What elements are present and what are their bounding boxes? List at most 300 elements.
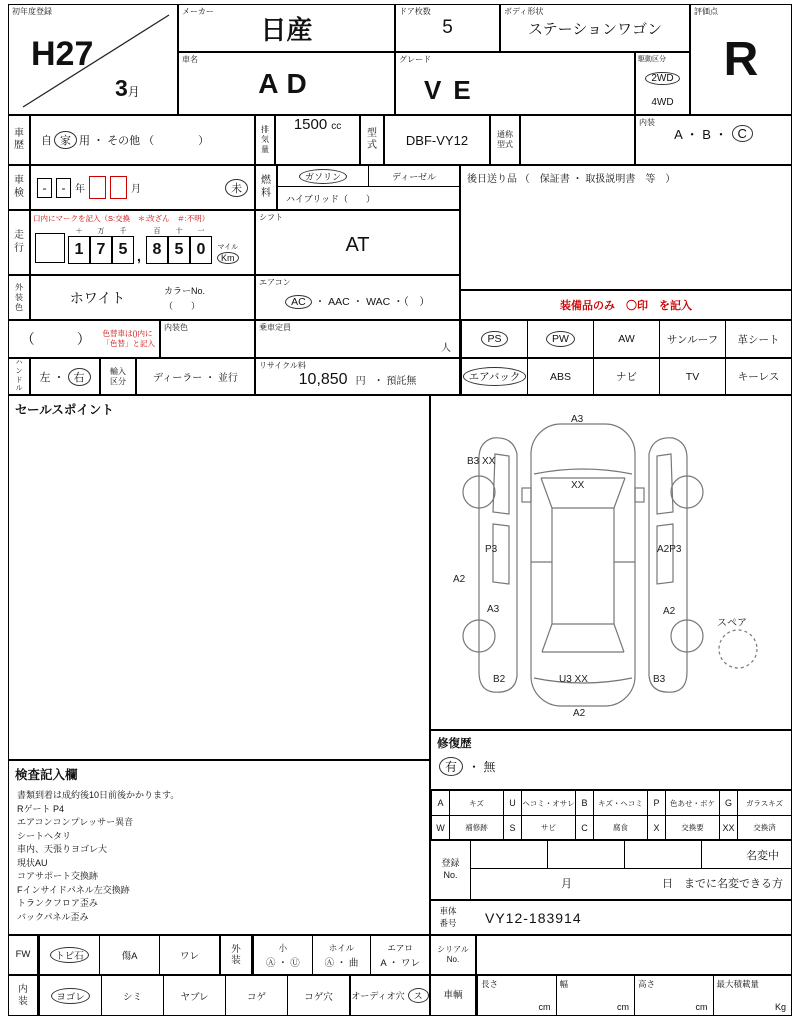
color-change-note [103,329,156,349]
condition-option-cell [287,976,349,1015]
drive-type-cell [635,52,690,115]
equipment-option: PS [481,331,507,347]
doors-label: ドア枚数 [399,7,431,16]
damage-legend-table [430,790,792,840]
interior-grade-options [636,116,791,143]
registration-no-top-row [471,841,791,869]
dimension-unit: cm [695,1002,708,1012]
drive-option-4wd: 4WD [651,96,674,108]
inspection-note: バックパネル歪み [17,911,89,922]
vehicle-dimensions-row [476,975,792,1016]
aircon-label: エアコン [259,278,291,287]
legend-pair [503,816,575,839]
import-label-cell [100,358,136,395]
inspection-notes-title: 検査記入欄 [15,768,78,782]
equipment-cell [527,359,593,394]
fuel-gasoline-option [278,166,369,186]
dimension-label: 長さ [481,979,499,989]
odometer-place-label: 一 [197,228,205,235]
drive-2wd-mark: 2WD [645,72,679,85]
common-model-value-cell [520,115,635,165]
damage-code: U3 XX [559,674,588,685]
handle-circled-option: 右 [68,368,91,386]
color-no-label: カラーNo. [164,285,206,296]
mileage-label-cell [8,210,30,275]
import-label: 輸入区分 [110,366,126,386]
exterior-option-pair [370,936,429,974]
shaken-month-unit: 月 [131,184,141,195]
condition-option-cell [101,976,163,1015]
fw-head-label: FW [15,949,31,961]
equipment-cell [659,321,725,357]
dimension-unit: Kg [774,1002,786,1012]
registration-era-value: H27 [31,35,94,73]
registration-month-number: 3 [115,75,128,101]
registration-no-bottom-row [471,869,791,897]
odometer-column [112,226,134,264]
damage-code: スペア [717,618,747,629]
shaken-label-cell [8,165,30,210]
mileage-note: 口内にマークを記入（S:交換 ＊:改ざん ＃:不明） [33,214,210,223]
odometer-comma: , [137,248,141,264]
fuel-hybrid-option [278,187,459,209]
interior-grade-prefix: A ・ B ・ [674,127,728,142]
damage-code: A2 [573,708,586,719]
dimension-unit: cm [538,1002,551,1012]
odometer-group-a [68,226,134,264]
maker-label: メーカー [182,7,214,16]
condition-option-cell [163,976,225,1015]
displacement-label: 排気量 [261,125,269,154]
common-model-label: 通称型式 [497,130,513,149]
model-code-value: DBF-VY12 [405,132,469,148]
registration-month-unit: 月 [127,85,140,99]
recycle-amount: 10,850 [298,370,348,388]
chassis-number-value: VY12-183914 [485,909,582,926]
body-shape-value: ステーションワゴン [527,20,663,38]
condition-option: トビ石 [50,947,89,963]
legend-description: 色あせ・ボケ [665,791,719,815]
later-items-cell [460,165,792,290]
chassis-number-label: 車体番号 [439,906,457,928]
shaken-year-dash-1: - [37,178,52,198]
legend-row-2 [431,815,791,839]
body-shape-label: ボディ形状 [504,7,544,16]
odometer-place-label: 千 [119,228,127,235]
maker-value: 日産 [260,14,313,45]
legend-code: B [575,791,593,815]
legend-description: ヘコミ・オサレ [521,791,575,815]
legend-pair [647,791,719,815]
inspection-note: トランクフロア歪み [17,898,98,908]
damage-code: A2 [663,606,676,617]
legend-description: サビ [521,816,575,839]
legend-code: G [719,791,737,815]
odometer-digit: 5 [168,236,190,264]
fuel-options-cell [277,165,460,210]
registration-no-box [430,840,792,900]
sales-point-title: セールスポイント [15,403,114,417]
fuel-hybrid-paren: （ ） [339,193,376,204]
sales-point-box [8,395,430,760]
registration-month [115,75,140,102]
legend-code: X [647,816,665,839]
legend-description: キズ [449,791,503,815]
shaken-month-box-1 [89,176,106,199]
legend-pair [647,816,719,839]
recycle-cell [255,358,460,395]
damage-codes-layer [431,396,791,729]
exterior-head-cell [220,935,252,975]
shaken-row [31,166,254,209]
damage-code: B2 [493,674,506,685]
equipment-option: サンルーフ [666,333,719,346]
legend-description: 補修跡 [449,816,503,839]
doors-cell [395,4,500,52]
score-value: R [723,33,759,86]
car-name-value: AD [258,67,315,99]
recycle-label: リサイクル料 [259,361,306,370]
equipment-row-1 [460,320,792,358]
inspection-notes-list [9,787,429,926]
inspection-note: Rゲート P4 [17,803,65,814]
chassis-number-wrap [431,901,791,934]
color-change-note-line2: 「色替」と記入 [102,339,155,348]
repair-history-box [430,730,792,790]
fw-head-cell [8,935,38,975]
mileage-cell [30,210,255,275]
shaken-month-box-2 [110,176,127,199]
model-code-value-cell [384,115,490,165]
dimension-label: 最大積載量 [716,979,760,989]
import-value-cell [136,358,255,395]
equipment-cell [659,359,725,394]
displacement-value-cell [275,115,360,165]
damage-code: XX [571,480,585,491]
color-change-paren: （ ） [20,331,91,347]
score-label: 評価点 [694,7,718,16]
shift-value: AT [345,234,370,256]
condition-option: ワレ [179,951,199,962]
model-code-label-cell [360,115,384,165]
odometer-column [146,226,168,264]
condition-option: コゲ穴 [304,991,333,1003]
exterior-option-title: ホイル [328,942,355,953]
condition-option-cell [159,936,219,974]
grade-value: VE [424,75,483,105]
common-model-label-cell [490,115,520,165]
shift-cell [255,210,460,275]
capacity-cell [255,320,460,358]
condition-option: 傷A [121,951,138,962]
equipment-option: ABS [549,370,571,383]
exterior-color-label-cell [8,275,30,320]
first-registration-cell [8,4,178,115]
fuel-diesel-option: ディーゼル [391,171,437,182]
inspection-note: コアサポート交換跡 [17,871,99,881]
registration-no-label: 登録No. [441,858,460,880]
odometer-digit: 1 [68,236,90,264]
equipment-cell [725,359,791,394]
odometer-place-label: 百 [153,228,161,235]
repair-history-circled: 有 [439,757,463,776]
color-no-paren: （ ） [164,300,201,311]
doors-value: 5 [442,17,453,38]
legend-code: A [431,791,449,815]
fuel-label-cell [255,165,277,210]
inspection-note: 車内、天張りヨゴレ大 [17,844,108,854]
model-code-label: 型式 [367,127,377,151]
shaken-circled-mark: 未 [225,179,248,197]
registration-no-label-cell [431,841,471,899]
serial-no-label-cell [430,935,476,975]
audio-hole-circled-mark: ス [408,988,429,1003]
damage-code: A2 [453,574,466,585]
inspection-note: Fインサイドパネル左交換跡 [17,884,130,895]
equipment-cell [593,359,659,394]
audio-hole-cell [350,975,430,1016]
registration-status: 名変中 [746,849,779,862]
interior-head-cell [8,975,38,1016]
legend-description: 腐食 [593,816,647,839]
interior-color-label: 内装色 [164,323,188,332]
equipment-cell [461,321,527,357]
mileage-label: 走行 [14,230,24,254]
legend-pair [431,816,503,839]
legend-code: XX [719,816,737,839]
odometer-place-label: 十 [175,228,183,235]
inspection-note: 書類到着は成約後10日前後かかります。 [17,790,180,800]
vehicle-dimension-cell [556,976,635,1015]
exterior-option-marks: A ・ ワレ [380,957,420,969]
damage-code: P3 [485,544,498,555]
history-label-cell [8,115,30,165]
legend-description: キズ・ヘコミ [593,791,647,815]
exterior-color-cell [30,275,255,320]
interior-grade-label: 内装 [639,118,655,127]
damage-code: A3 [571,414,584,425]
exterior-option-pair [253,936,312,974]
equipment-option: TV [685,370,700,383]
odometer-group-b [146,226,212,264]
vehicle-head-label: 車輌 [443,989,463,1001]
audio-hole-label: オーディオ穴 [351,991,405,1001]
equipment-cell [725,321,791,357]
first-registration-label: 初年度登録 [12,7,52,16]
inspection-note: エアコンコンプレッサー異音 [17,817,134,827]
exterior-option-title: 小 [278,942,288,953]
serial-no-value-cell [476,935,792,975]
equipment-option: ナビ [616,371,637,383]
body-shape-cell [500,4,690,52]
repair-history-title: 修復歴 [437,738,472,750]
fuel-top-row [278,166,459,187]
registration-entry-box [548,841,625,868]
registration-entry-box [625,841,702,868]
fuel-label: 燃料 [261,175,271,199]
dimension-label: 幅 [559,979,569,989]
inspection-note: 現状AU [17,857,48,868]
drive-type-label: 駆動区分 [638,56,666,63]
later-items-text: 後日送り品 （ 保証書 ・ 取扱説明書 等 ） [467,174,676,185]
handle-label: ハンドル [15,359,23,393]
repair-history-rest: ・ 無 [468,760,496,774]
registration-day-note: 日 までに名変できる方 [662,878,783,890]
maker-cell [178,4,395,52]
odometer-column [190,226,212,264]
inspection-note: シートヘタリ [17,830,72,841]
exterior-head-label: 外装 [231,943,241,966]
condition-option: コゲ [246,991,266,1003]
legend-code: U [503,791,521,815]
displacement-label-cell [255,115,275,165]
dimension-unit: cm [617,1002,629,1012]
damage-code: B3 [653,674,666,685]
fuel-hybrid-text: ハイブリッド [286,193,340,204]
color-change-cell [8,320,160,358]
handle-value-cell [30,358,100,395]
car-name-label: 車名 [182,55,198,64]
equipment-cell [527,321,593,357]
interior-grade-circled: C [732,125,753,142]
exterior-color-value: ホワイト [69,289,126,306]
equipment-note-text: 装備品のみ 〇印 を記入 [560,300,692,312]
capacity-label: 乗車定員 [259,323,291,332]
color-no-block [164,284,254,312]
condition-option: ヤブレ [180,991,209,1003]
exterior-option-marks: Ⓐ ・ Ⓤ [265,957,300,969]
handle-options [31,359,99,394]
legend-code: P [647,791,665,815]
legend-pair [503,791,575,815]
car-name-cell [178,52,395,115]
exterior-option-title: エアロ [387,942,413,953]
shaken-label: 車検 [14,175,24,199]
condition-option: ヨゴレ [51,988,90,1004]
displacement-value: 1500 [293,116,328,133]
legend-pair [719,791,791,815]
odometer-digit: 8 [146,236,168,264]
exterior-color-label: 外装色 [15,282,23,312]
interior-grade-cell [635,115,792,165]
shaken-value-cell [30,165,255,210]
interior-options-row [38,975,350,1016]
mile-unit-label: マイル [217,244,239,251]
equipment-note-cell [460,290,792,320]
exterior-color-wrap [31,276,254,319]
equipment-option: 革シート [737,333,780,346]
odometer-column [168,226,190,264]
repair-history-options [431,755,791,778]
odometer-digit: 5 [112,236,134,264]
history-post: 用 ・ その他 （ ） [79,135,210,147]
odometer-place-label: 万 [97,228,105,235]
condition-option-cell [39,936,99,974]
registration-no-body [471,841,791,899]
odometer-column [68,226,90,264]
interior-head-label: 内装 [18,984,28,1007]
handle-label-cell [8,358,30,395]
dimension-label: 高さ [638,979,656,989]
odometer-place-label: ＋ [75,228,83,235]
inspection-notes-box [8,760,430,935]
vehicle-dimension-cell [477,976,556,1015]
drive-option-2wd [636,66,689,90]
km-unit-circled: Km [217,252,239,264]
fw-options-row [38,935,220,975]
fuel-gasoline-mark: ガソリン [299,169,347,184]
equipment-option: AW [618,333,635,345]
condition-option-cell [225,976,287,1015]
legend-description: 交換済 [737,816,791,839]
interior-color-cell [160,320,255,358]
legend-pair [431,791,503,815]
aircon-cell [255,275,460,320]
handle-prefix: 左 ・ [39,371,65,384]
import-value: ディーラー ・ 並行 [153,373,238,384]
damage-code: A3 [487,604,500,615]
grade-label: グレード [399,55,431,64]
odometer-digit: 0 [190,236,212,264]
chassis-number-box [430,900,792,935]
legend-description: 交換要 [665,816,719,839]
history-label: 車歴 [14,127,24,151]
legend-code: W [431,816,449,839]
serial-no-label: シリアルNo. [437,944,469,964]
equipment-row-2 [460,358,792,395]
damage-code: A2P3 [657,544,682,555]
damage-code: B3 XX [467,456,496,467]
shaken-year-dash-2: - [56,178,71,198]
vehicle-head-cell [430,975,476,1016]
registration-entry-box [471,841,548,868]
legend-pair [575,816,647,839]
history-pre: 自 [41,135,52,147]
odometer-digit: 7 [90,236,112,264]
legend-row-1 [431,791,791,815]
vehicle-dimension-cell [713,976,792,1015]
capacity-unit: 人 [441,343,451,354]
color-change-note-line1: 色替車は()内に [102,329,153,339]
condition-option-cell [99,936,159,974]
odometer-mark-box [35,233,65,263]
odometer-unit-block [217,242,239,264]
recycle-deposit-status: ・ 預託無 [373,376,417,387]
legend-code: C [575,816,593,839]
condition-option-cell [39,976,101,1015]
condition-option: シミ [122,991,142,1003]
equipment-cell [593,321,659,357]
aircon-rest-options: ・ AAC ・ WAC ・（ ） [314,296,430,308]
registration-month-unit: 月 [561,878,572,890]
legend-pair [719,816,791,839]
exterior-options-row [252,935,430,975]
equipment-option: エアバック [463,367,527,386]
vehicle-dimension-cell [634,976,713,1015]
equipment-option: PW [546,331,575,347]
odometer-column [90,226,112,264]
car-diagram-box [430,395,792,730]
shift-label: シフト [259,213,283,222]
grade-cell [395,52,635,115]
history-circled-mark: 家 [54,131,77,149]
equipment-cell [461,359,527,394]
equipment-option: キーレス [737,371,780,383]
exterior-option-marks: Ⓐ ・ 曲 [324,957,359,969]
shaken-year-unit: 年 [75,184,85,195]
color-change-wrap [9,321,159,357]
exterior-option-pair [312,936,371,974]
